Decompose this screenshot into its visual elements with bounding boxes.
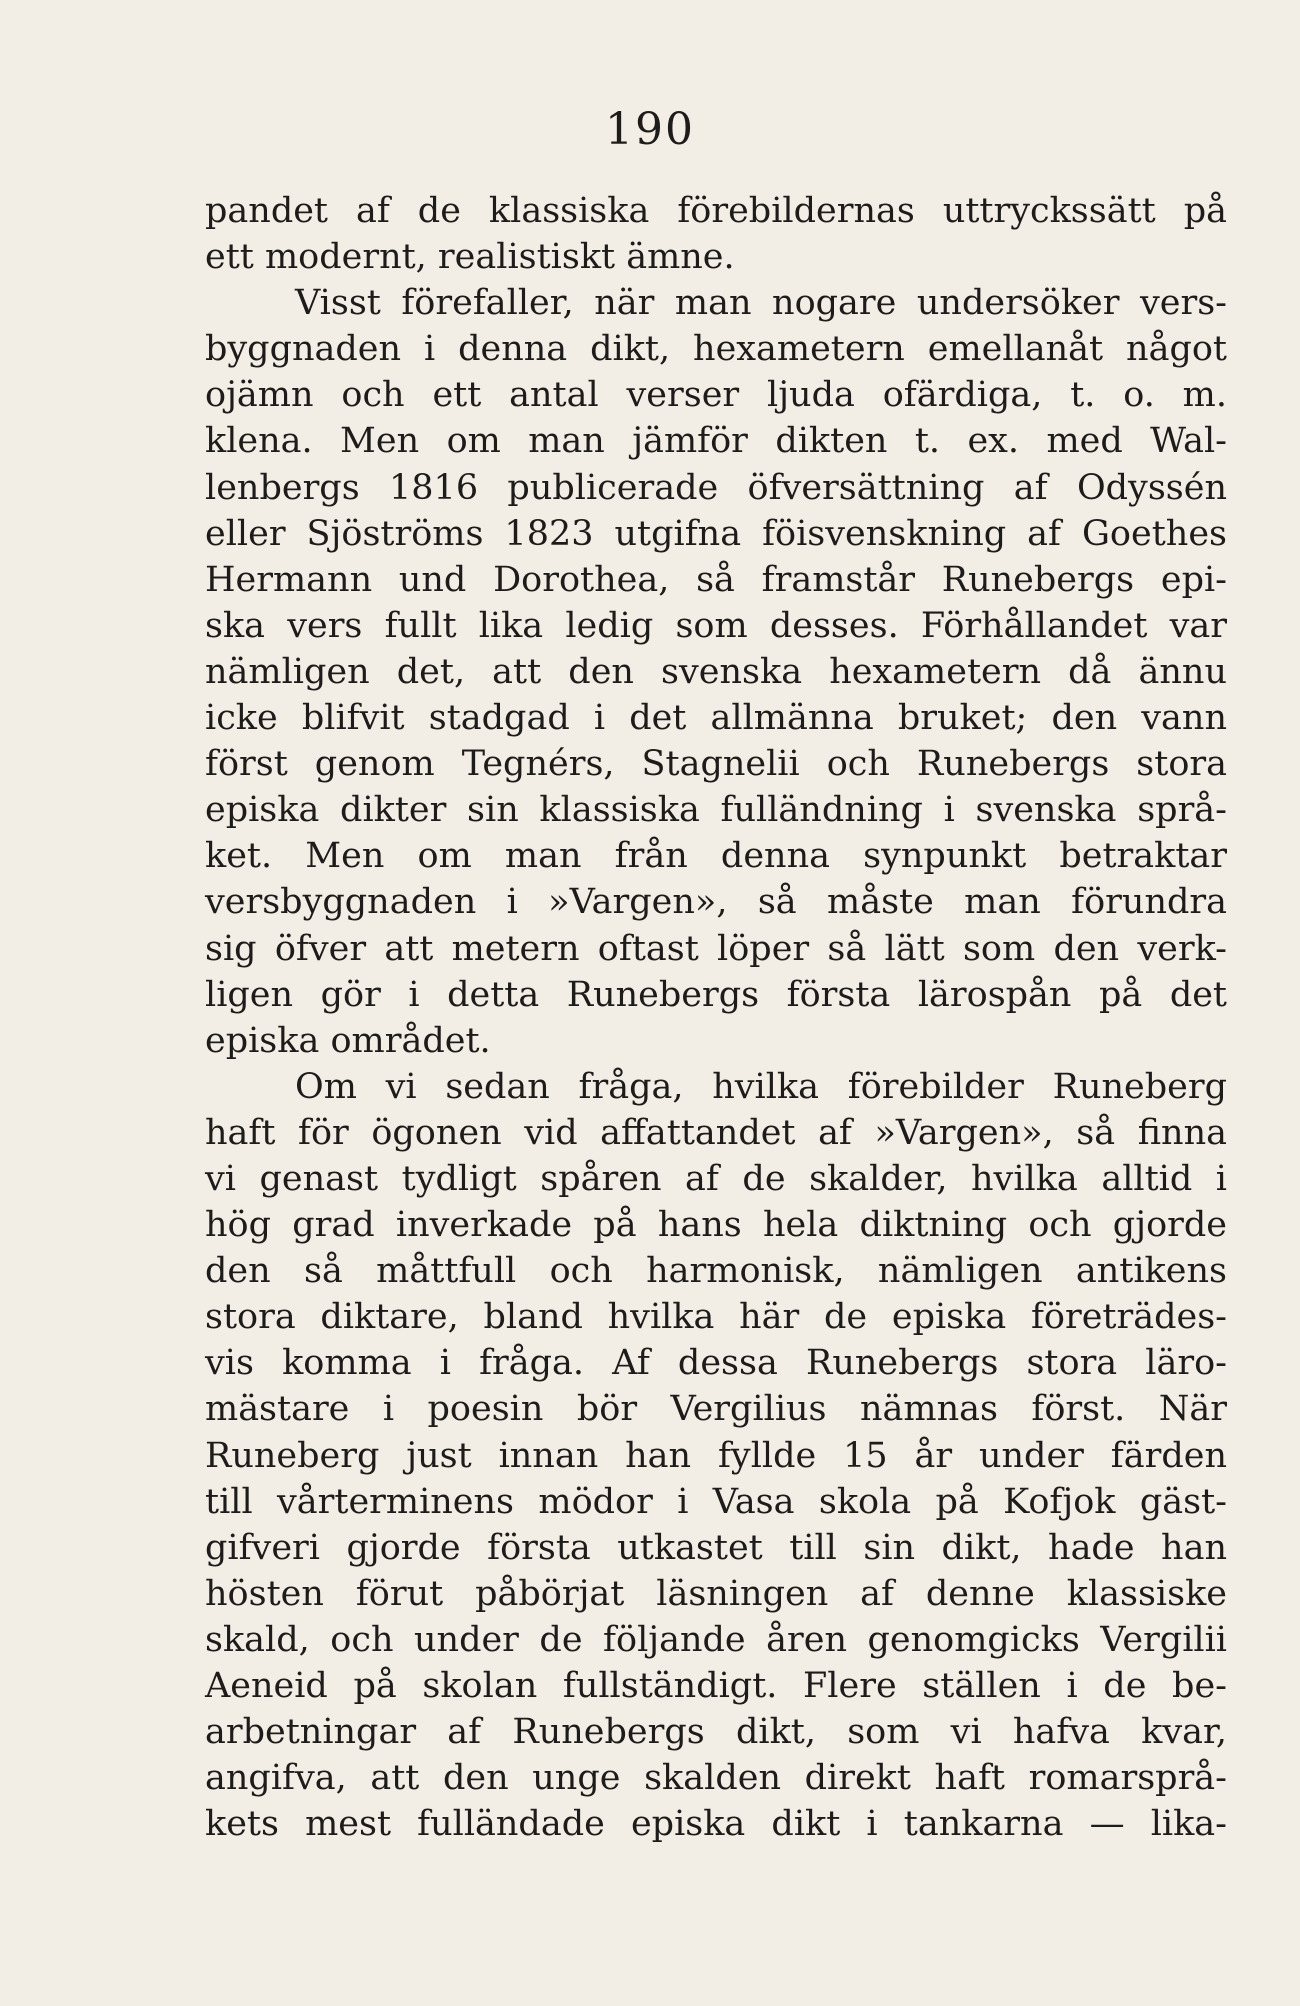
body-text — [205, 188, 1227, 1847]
text-line: Aeneid på skolan fullständigt. Flere ställen i de be- — [205, 1666, 1227, 1706]
text-line: ska vers fullt lika ledig som desses. Förhållandet var — [205, 605, 1227, 646]
text-line: vi genast tydligt spåren af de skalder, hvilka alltid i — [205, 1158, 1227, 1199]
text-line: ligen gör i detta Runebergs första lärospån på det — [205, 974, 1227, 1015]
text-line: nämligen det, att den svenska hexametern då ännu — [205, 651, 1227, 692]
text-line: sig öfver att metern oftast löper så lätt som den verk- — [205, 928, 1227, 969]
text-line: ket. Men om man från denna synpunkt betraktar — [205, 836, 1227, 877]
text-line: byggnaden i denna dikt, hexametern emellanåt något — [205, 329, 1227, 370]
text-line: pandet af de klassiska förebildernas uttryckssätt på — [205, 191, 1227, 231]
text-line: eller Sjöströms 1823 utgifna föisvenskning af Goethes — [205, 513, 1227, 554]
text-line: ojämn och ett antal verser ljuda ofärdiga, t. o. m. — [205, 375, 1227, 416]
text-line: stora diktare, bland hvilka här de episka företrädes- — [205, 1297, 1227, 1338]
text-line: haft för ögonen vid affattandet af »Vargen», så finna — [205, 1112, 1227, 1153]
text-line: ett modernt, realistiskt ämne. — [205, 237, 735, 278]
text-line: Visst förefaller, när man nogare undersöker vers- — [295, 283, 1227, 324]
text-line: Om vi sedan fråga, hvilka förebilder Runeberg — [295, 1066, 1227, 1107]
text-line: till vårterminens mödor i Vasa skola på Kofjok gäst- — [205, 1481, 1227, 1522]
text-line: angifva, att den unge skalden direkt haft romarsprå- — [205, 1758, 1227, 1799]
text-line: Runeberg just innan han fyllde 15 år under färden — [205, 1435, 1227, 1476]
text-line: gifveri gjorde första utkastet till sin dikt, hade han — [205, 1527, 1227, 1568]
text-line: episka området. — [205, 1020, 491, 1061]
text-line: icke blifvit stadgad i det allmänna bruket; den vann — [205, 698, 1227, 739]
text-line: vis komma i fråga. Af dessa Runebergs stora läro- — [205, 1343, 1227, 1384]
text-line: lenbergs 1816 publicerade öfversättning af Odyssén — [205, 467, 1227, 508]
text-line: klena. Men om man jämför dikten t. ex. med Wal- — [205, 421, 1227, 462]
text-line: Hermann und Dorothea, så framstår Runebergs epi- — [205, 559, 1227, 600]
text-line: skald, och under de följande åren genomgicks Vergilii — [205, 1619, 1227, 1660]
page-number: 190 — [605, 104, 695, 155]
text-line: arbetningar af Runebergs dikt, som vi hafva kvar, — [205, 1712, 1227, 1753]
text-line: kets mest fulländade episka dikt i tankarna — lika- — [205, 1804, 1227, 1845]
text-line: mästare i poesin bör Vergilius nämnas först. När — [205, 1389, 1227, 1430]
text-line: episka dikter sin klassiska fulländning i svenska språ- — [205, 790, 1227, 831]
text-line: versbyggnaden i »Vargen», så måste man förundra — [205, 882, 1227, 923]
text-line: först genom Tegnérs, Stagnelii och Runebergs stora — [205, 744, 1227, 785]
text-line: hög grad inverkade på hans hela diktning och gjorde — [205, 1205, 1227, 1246]
text-line: den så måttfull och harmonisk, nämligen antikens — [205, 1251, 1227, 1292]
text-line: hösten förut påbörjat läsningen af denne klassiske — [205, 1573, 1227, 1614]
